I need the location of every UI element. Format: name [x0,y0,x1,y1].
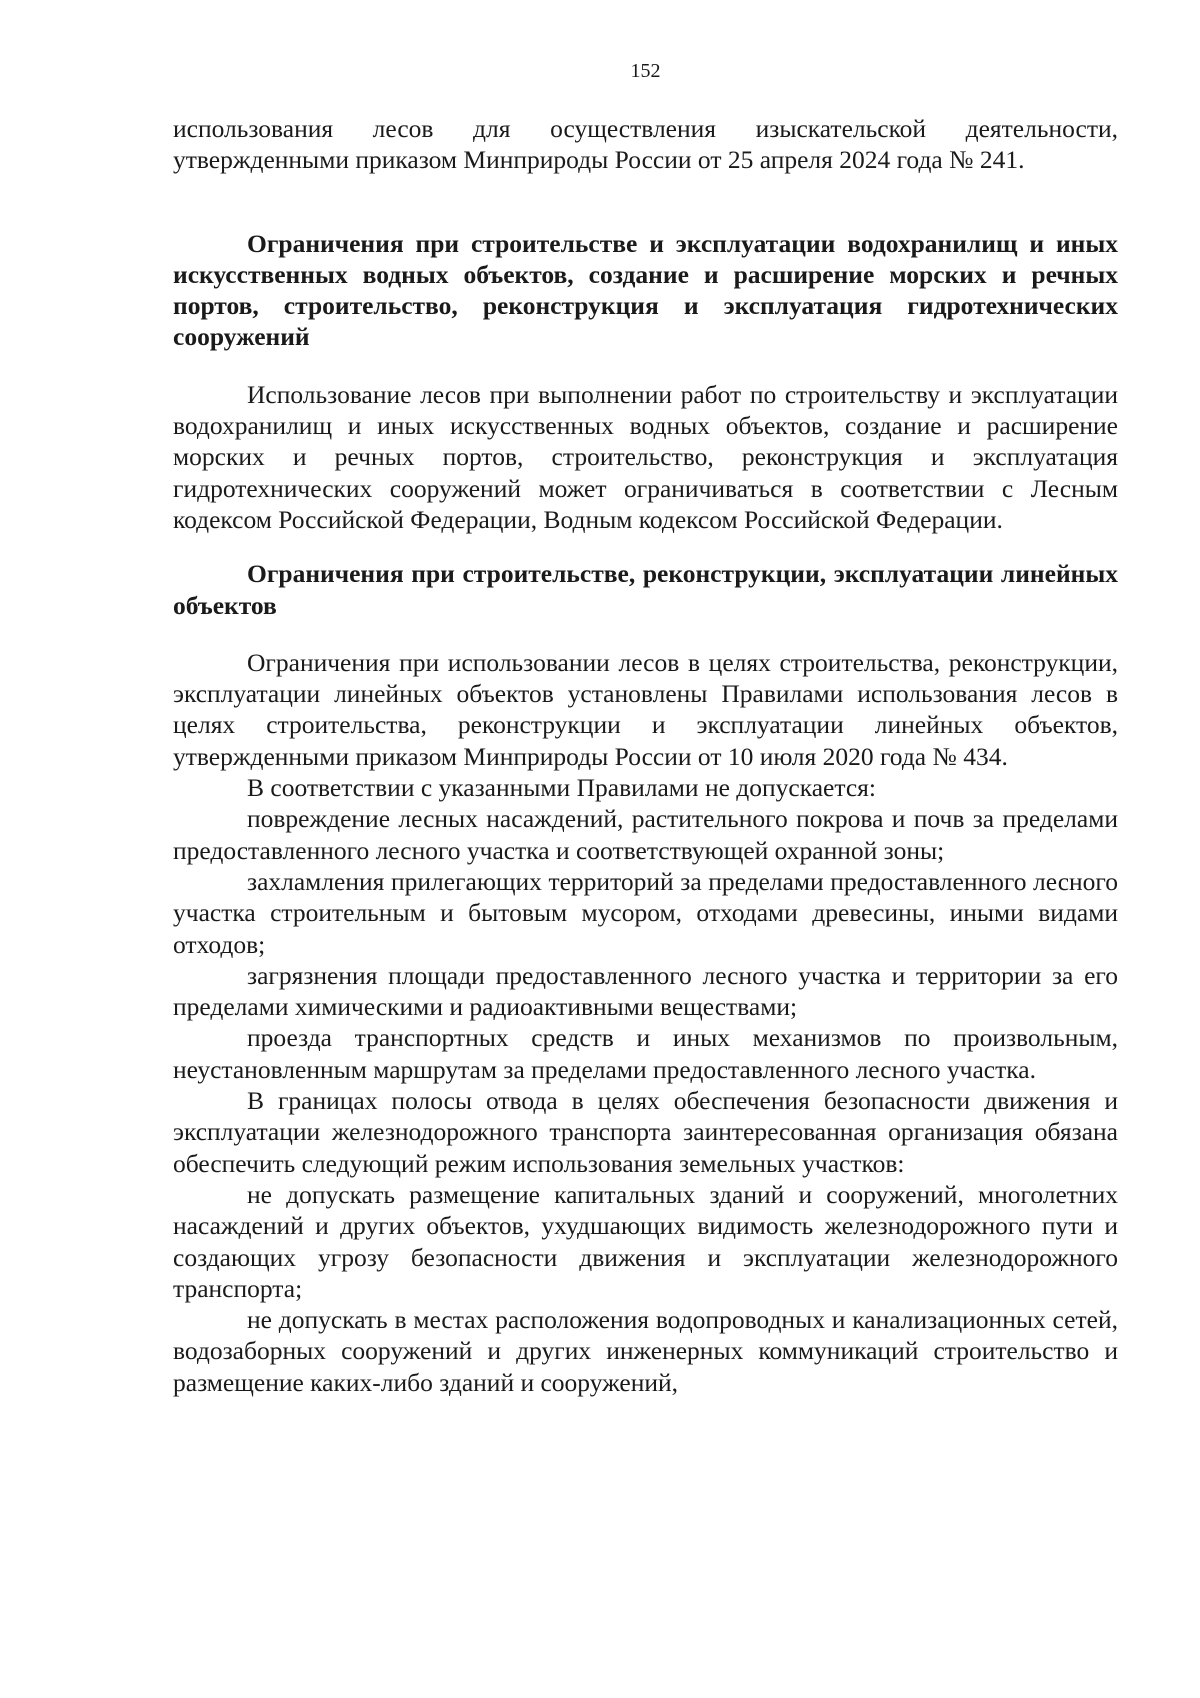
section-heading-linear-objects: Ограничения при строительстве, реконструкции, эксплуатации линейных объектов [173,559,1118,620]
paragraph-water-objects: Использование лесов при выполнении работ по строительству и эксплуатации водохранилищ и иных искусственных водных объектов, создание и расширение морских и речных портов, строительство, реконструкция и эксплуатация гидротехнических сооружений может ограничиваться в соответствии с Лесным кодексом Российской Федерации, Водным кодексом Российской Федерации. [173,379,1118,534]
page-content [173,113,1118,1398]
list-item: загрязнения площади предоставленного лесного участка и территории за его пределами химическими и радиоактивными веществами; [173,960,1118,1022]
list-item: не допускать размещение капитальных зданий и сооружений, многолетних насаждений и других объектов, ухудшающих видимость железнодорожного пути и создающих угрозу безопасности движения и эксплуатации железнодорожного транспорта; [173,1179,1118,1303]
paragraph-prohibited-intro: В соответствии с указанными Правилами не допускается: [247,773,876,803]
list-item: захламления прилегающих территорий за пределами предоставленного лесного участка строительным и бытовым мусором, отходами древесины, иными видами отходов; [173,866,1118,959]
intro-paragraph: использования лесов для осуществления изыскательской деятельности, утвержденными приказом Минприроды России от 25 апреля 2024 года № 241. [173,114,1118,175]
paragraph-linear-rules: Ограничения при использовании лесов в целях строительства, реконструкции, эксплуатации линейных объектов установлены Правилами использования лесов в целях строительства, реконструкции и эксплуатации линейных объектов, утвержденными приказом Минприроды России от 10 июля 2020 года № 434. [173,647,1118,771]
section-heading-water-objects: Ограничения при строительстве и эксплуатации водохранилищ и иных искусственных водных объектов, создание и расширение морских и речных портов, строительство, реконструкция и эксплуатация гидротехнических сооружений [173,228,1118,352]
list-item: проезда транспортных средств и иных механизмов по произвольным, неустановленным маршрутам за пределами предоставленного лесного участка. [173,1023,1118,1084]
page-number: 152 [630,60,661,82]
list-item: не допускать в местах расположения водопроводных и канализационных сетей, водозаборных сооружений и других инженерных коммуникаций строительство и размещение каких-либо зданий и сооружений, [173,1305,1118,1397]
list-item: повреждение лесных насаждений, растительного покрова и почв за пределами предоставленного лесного участка и соответствующей охранной зоны; [173,804,1118,865]
paragraph-railway-regime: В границах полосы отвода в целях обеспечения безопасности движения и эксплуатации железнодорожного транспорта заинтересованная организация обязана обеспечить следующий режим использования земельных участков: [173,1086,1118,1178]
